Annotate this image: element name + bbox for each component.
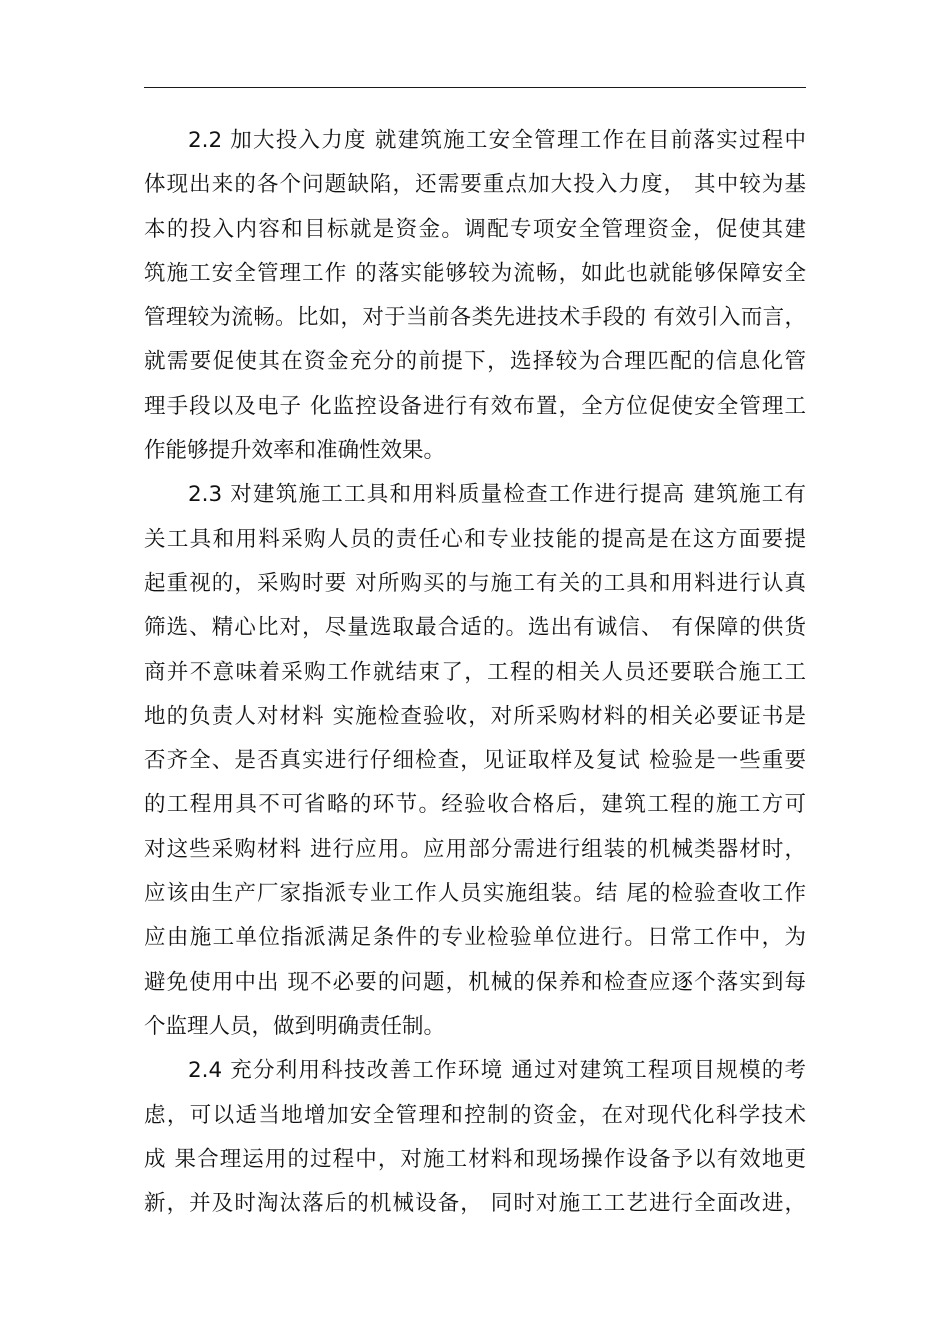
text-line: 的工程用具不可省略的环节。经验收合格后，建筑工程的施工方可 xyxy=(144,792,806,818)
text-line: 作能够提升效率和准确性效果。 xyxy=(144,438,446,464)
text-line: 2.3 对建筑施工工具和用料质量检查工作进行提高 建筑施工有 xyxy=(188,482,806,508)
text-line: 就需要促使其在资金充分的前提下，选择较为合理匹配的信息化管 xyxy=(144,349,806,375)
text-line: 商并不意味着采购工作就结束了，工程的相关人员还要联合施工工 xyxy=(144,659,806,685)
text-line: 起重视的，采购时要 对所购买的与施工有关的工具和用料进行认真 xyxy=(144,570,806,596)
body-text xyxy=(144,119,806,1226)
text-line: 本的投入内容和目标就是资金。调配专项安全管理资金，促使其建 xyxy=(144,216,806,242)
text-line: 筑施工安全管理工作 的落实能够较为流畅，如此也就能够保障安全 xyxy=(144,260,806,286)
text-line: 虑，可以适当地增加安全管理和控制的资金，在对现代化科学技术 xyxy=(144,1102,806,1128)
text-line: 成 果合理运用的过程中，对施工材料和现场操作设备予以有效地更 xyxy=(144,1146,806,1172)
text-line: 地的负责人对材料 实施检查验收，对所采购材料的相关必要证书是 xyxy=(144,703,806,729)
text-line: 对这些采购材料 进行应用。应用部分需进行组装的机械类器材时， xyxy=(144,836,806,862)
text-line: 筛选、精心比对，尽量选取最合适的。选出有诚信、 有保障的供货 xyxy=(144,615,806,641)
text-line: 2.4 充分利用科技改善工作环境 通过对建筑工程项目规模的考 xyxy=(188,1058,806,1084)
text-line: 关工具和用料采购人员的责任心和专业技能的提高是在这方面要提 xyxy=(144,526,806,552)
text-line: 应该由生产厂家指派专业工作人员实施组装。结 尾的检验查收工作 xyxy=(144,881,806,907)
text-line: 避免使用中出 现不必要的问题，机械的保养和检查应逐个落实到每 xyxy=(144,969,806,995)
text-line: 应由施工单位指派满足条件的专业检验单位进行。日常工作中，为 xyxy=(144,925,806,951)
paragraph-2-2 xyxy=(144,119,806,473)
text-line: 管理较为流畅。比如，对于当前各类先进技术手段的 有效引入而言， xyxy=(144,305,806,331)
text-line: 2.2 加大投入力度 就建筑施工安全管理工作在目前落实过程中 xyxy=(188,128,806,153)
text-line: 体现出来的各个问题缺陷，还需要重点加大投入力度， 其中较为基 xyxy=(144,172,806,198)
paragraph-2-4 xyxy=(144,1049,806,1226)
text-line: 个监理人员，做到明确责任制。 xyxy=(144,1013,446,1039)
text-line: 新，并及时淘汰落后的机械设备， 同时对施工工艺进行全面改进， xyxy=(144,1191,806,1217)
header-rule xyxy=(144,87,806,88)
text-line: 理手段以及电子 化监控设备进行有效布置，全方位促使安全管理工 xyxy=(144,393,806,419)
paragraph-2-3 xyxy=(144,473,806,1049)
text-line: 否齐全、是否真实进行仔细检查，见证取样及复试 检验是一些重要 xyxy=(144,748,806,774)
